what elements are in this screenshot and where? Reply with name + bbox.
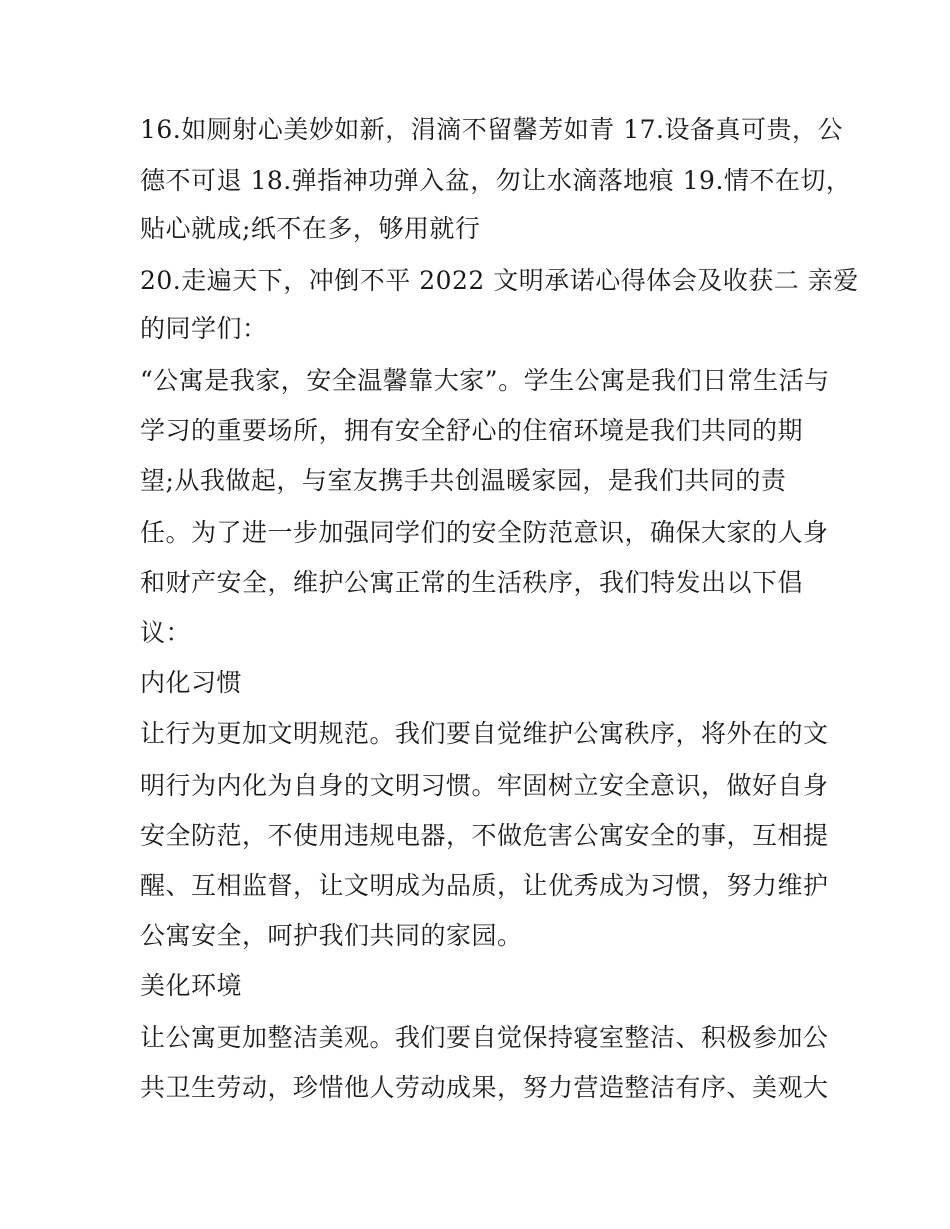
text-line: 醒、互相监督，让文明成为品质，让优秀成为习惯，努力维护	[140, 871, 829, 900]
text-line: 安全防范，不使用违规电器，不做危害公寓安全的事，互相提	[140, 821, 829, 850]
text-line: 望;从我做起，与室友携手共创温暖家园，是我们共同的责	[140, 466, 787, 495]
text-line: 让公寓更加整洁美观。我们要自觉保持寝室整洁、积极参加公	[140, 1023, 829, 1052]
text-line: 明行为内化为自身的文明习惯。牢固树立安全意识，做好自身	[140, 771, 829, 800]
text-line: 学习的重要场所，拥有安全舒心的住宿环境是我们共同的期	[140, 416, 804, 445]
text-line: “公寓是我家，安全温馨靠大家”。学生公寓是我们日常生活与	[140, 366, 830, 395]
text-line: 和财产安全，维护公寓正常的生活秩序，我们特发出以下倡	[140, 568, 804, 597]
text-line: 20.走遍天下，冲倒不平 2022 文明承诺心得体会及收获二 亲爱	[140, 266, 859, 295]
text-line: 议：	[140, 618, 192, 647]
section-heading: 美化环境	[140, 971, 243, 1000]
text-line: 共卫生劳动，珍惜他人劳动成果，努力营造整洁有序、美观大	[140, 1073, 829, 1102]
text-line: 贴心就成;纸不在多，够用就行	[140, 214, 481, 243]
text-line: 让行为更加文明规范。我们要自觉维护公寓秩序，将外在的文	[140, 719, 829, 748]
section-heading: 内化习惯	[140, 668, 243, 697]
text-line: 任。为了进一步加强同学们的安全防范意识，确保大家的人身	[140, 518, 829, 547]
text-line: 公寓安全，呵护我们共同的家园。	[140, 921, 523, 950]
text-line: 的同学们：	[140, 314, 268, 343]
text-line: 德不可退 18.弹指神功弹入盆，勿让水滴落地痕 19.情不在切，	[140, 166, 852, 195]
text-line: 16.如厕射心美妙如新，涓滴不留馨芳如青 17.设备真可贵，公	[140, 115, 843, 144]
